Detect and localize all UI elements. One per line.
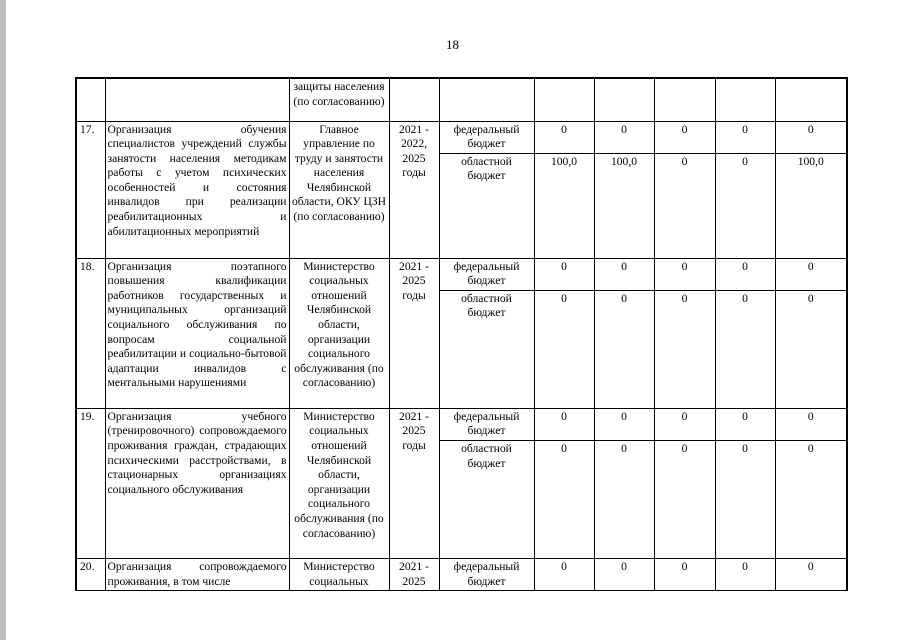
funding-source: федеральный бюджет bbox=[439, 121, 534, 153]
cell-name bbox=[105, 78, 289, 121]
amount: 0 bbox=[715, 441, 775, 559]
period: 2021 - 2025 bbox=[389, 559, 439, 591]
amount: 0 bbox=[534, 290, 594, 408]
amount: 100,0 bbox=[594, 153, 654, 258]
amount: 0 bbox=[654, 121, 715, 153]
cell-value bbox=[775, 78, 847, 121]
amount: 0 bbox=[775, 559, 847, 591]
amount: 0 bbox=[594, 258, 654, 290]
amount: 0 bbox=[775, 121, 847, 153]
amount: 0 bbox=[594, 408, 654, 440]
amount: 0 bbox=[654, 290, 715, 408]
amount: 0 bbox=[534, 559, 594, 591]
amount: 0 bbox=[775, 441, 847, 559]
program-table bbox=[75, 77, 848, 591]
table-row-18 bbox=[76, 258, 847, 290]
amount: 0 bbox=[715, 153, 775, 258]
cell-value bbox=[715, 78, 775, 121]
executor: Министерство социальных отношений Челябинской области, организации социального обслуживания (по согласованию) bbox=[289, 408, 389, 558]
funding-source: областной бюджет bbox=[439, 153, 534, 258]
amount: 0 bbox=[654, 441, 715, 559]
amount: 0 bbox=[534, 441, 594, 559]
amount: 0 bbox=[534, 258, 594, 290]
funding-source: федеральный бюджет bbox=[439, 408, 534, 440]
amount: 100,0 bbox=[775, 153, 847, 258]
period: 2021 - 2022, 2025 годы bbox=[389, 121, 439, 258]
amount: 0 bbox=[534, 408, 594, 440]
cell-num bbox=[76, 78, 105, 121]
amount: 100,0 bbox=[534, 153, 594, 258]
period: 2021 - 2025 годы bbox=[389, 258, 439, 408]
table-row-19 bbox=[76, 408, 847, 440]
measure-name: Организация обучения специалистов учреждений службы занятости населения методикам работы с учетом психических особенностей и состояния инвалидов при реализации реабилитационных и абилитационных мероприятий bbox=[105, 121, 289, 258]
amount: 0 bbox=[775, 408, 847, 440]
measure-name: Организация поэтапного повышения квалификации работников государственных и муниципальных организаций социального обслуживания по вопросам социальной реабилитации и социально-бытовой адаптации инвалидов с ментальными нарушениями bbox=[105, 258, 289, 408]
page-number: 18 bbox=[446, 37, 459, 52]
continuation-row bbox=[76, 78, 847, 121]
cell-value bbox=[594, 78, 654, 121]
row-number: 20. bbox=[76, 559, 105, 591]
amount: 0 bbox=[594, 559, 654, 591]
table-row-20 bbox=[76, 559, 847, 591]
funding-source: областной бюджет bbox=[439, 290, 534, 408]
amount: 0 bbox=[654, 408, 715, 440]
amount: 0 bbox=[594, 441, 654, 559]
cell-years bbox=[389, 78, 439, 121]
funding-source: федеральный бюджет bbox=[439, 559, 534, 591]
amount: 0 bbox=[715, 408, 775, 440]
measure-name: Организация учебного (тренировочного) сопровождаемого проживания граждан, страдающих психическими расстройствами, в стационарных организациях социального обслуживания bbox=[105, 408, 289, 558]
executor: Министерство социальных bbox=[289, 559, 389, 591]
cell-source bbox=[439, 78, 534, 121]
cell-value bbox=[534, 78, 594, 121]
cell-value bbox=[654, 78, 715, 121]
funding-source: федеральный бюджет bbox=[439, 258, 534, 290]
executor: Министерство социальных отношений Челябинской области, организации социального обслуживания (по согласованию) bbox=[289, 258, 389, 408]
amount: 0 bbox=[654, 559, 715, 591]
amount: 0 bbox=[775, 290, 847, 408]
amount: 0 bbox=[654, 153, 715, 258]
amount: 0 bbox=[715, 559, 775, 591]
amount: 0 bbox=[594, 290, 654, 408]
row-number: 18. bbox=[76, 258, 105, 408]
executor: Главное управление по труду и занятости населения Челябинской области, ОКУ ЦЗН (по согласованию) bbox=[289, 121, 389, 258]
amount: 0 bbox=[715, 258, 775, 290]
scan-left-edge bbox=[0, 0, 6, 640]
amount: 0 bbox=[775, 258, 847, 290]
row-number: 17. bbox=[76, 121, 105, 258]
amount: 0 bbox=[594, 121, 654, 153]
row-number: 19. bbox=[76, 408, 105, 558]
cell-executor: защиты населения (по согласованию) bbox=[289, 78, 389, 121]
amount: 0 bbox=[534, 121, 594, 153]
funding-source: областной бюджет bbox=[439, 441, 534, 559]
amount: 0 bbox=[654, 258, 715, 290]
amount: 0 bbox=[715, 290, 775, 408]
period: 2021 - 2025 годы bbox=[389, 408, 439, 558]
amount: 0 bbox=[715, 121, 775, 153]
measure-name: Организация сопровождаемого проживания, в том числе bbox=[105, 559, 289, 591]
table-row-17 bbox=[76, 121, 847, 153]
